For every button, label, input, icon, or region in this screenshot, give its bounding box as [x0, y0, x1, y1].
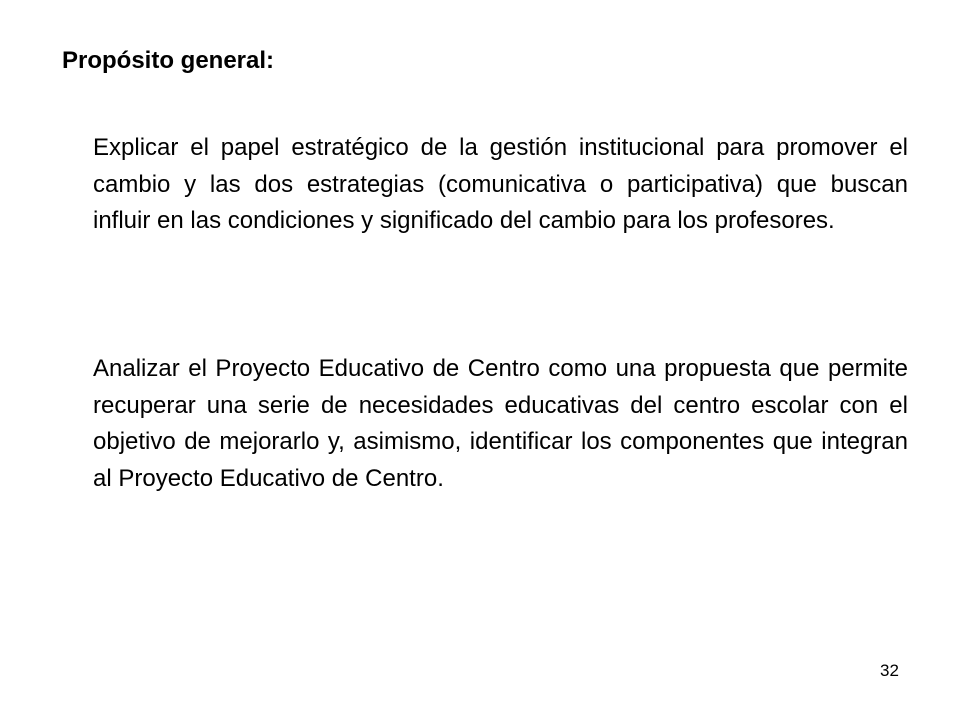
- page-number: 32: [880, 661, 899, 680]
- purpose-paragraph-2: Analizar el Proyecto Educativo de Centro como una propuesta que permite recuperar una serie de necesidades educativas del centro escolar con el objetivo de mejorarlo y, asimismo, identificar los componentes que integran al Proyecto Educativo de Centro.: [93, 355, 908, 492]
- slide-heading: Propósito general:: [62, 47, 275, 74]
- purpose-paragraph-1: Explicar el papel estratégico de la gestión institucional para promover el cambio y las dos estrategias (comunicativa o participativa) que buscan influir en las condiciones y significado del cambio para los profesores.: [93, 134, 908, 234]
